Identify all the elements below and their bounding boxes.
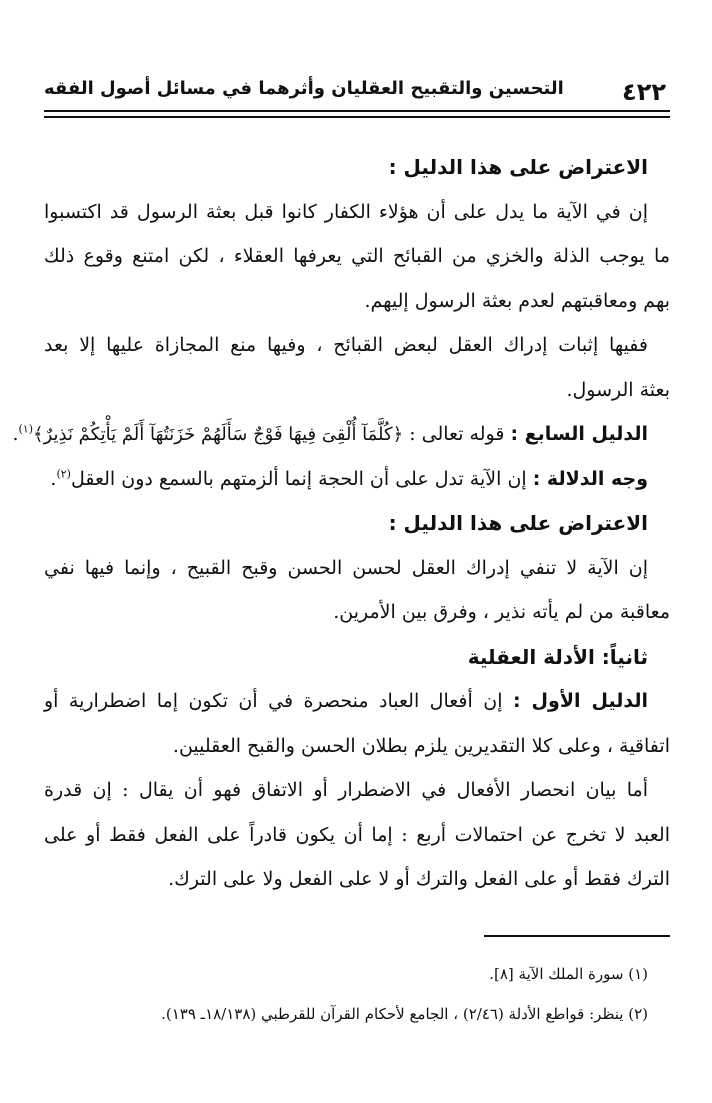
- quran-verse: ﴿كُلَّمَآ أُلْقِىَ فِيهَا فَوْجٌ سَأَلَهُمْ خَزَنَتُهَآ أَلَمْ يَأْتِكُمْ نَذِيرٌ﴾: [33, 424, 404, 445]
- evidence-aspect-text: إن الآية تدل على أن الحجة إنما ألزمتهم بالسمع دون العقل: [70, 467, 527, 490]
- objection-heading: الاعتراض على هذا الدليل :: [388, 511, 648, 535]
- paragraph-line: العبد لا تخرج عن احتمالات أربع : إما أن يكون قادراً على الفعل فقط أو على: [44, 823, 670, 846]
- paragraph-line: إن الآية لا تنفي إدراك العقل لحسن الحسن وقبح القبيح ، وإنما فيها نفي: [44, 556, 648, 579]
- footnotes: [44, 954, 670, 1034]
- section-heading: ثانياً: الأدلة العقلية: [467, 644, 648, 669]
- running-title: التحسين والتقبيح العقليان وأثرهما في مسائل أصول الفقه: [44, 78, 564, 99]
- paragraph-line: ففيها إثبات إدراك العقل لبعض القبائح ، وفيها منع المجازاة عليها إلا بعد: [44, 334, 648, 356]
- footnote-ref-1: (١): [18, 422, 34, 436]
- paragraph-line: أما بيان انحصار الأفعال في الاضطرار أو الاتفاق فهو أن يقال : إن قدرة: [44, 779, 648, 801]
- paragraph-line: اتفاقية ، وعلى كلا التقديرين يلزم بطلان الحسن والقبح العقليين.: [172, 734, 670, 757]
- sentence-end: .: [12, 423, 19, 445]
- first-evidence-text: إن أفعال العباد منحصرة في أن تكون إما اضطرارية أو: [44, 690, 503, 712]
- main-text: [12, 145, 670, 902]
- page-header: [44, 68, 670, 108]
- paragraph-line: ما يوجب الذلة والخزي من القبائح التي يعرفها العقلاء ، لكن امتنع وقوع ذلك: [44, 245, 670, 267]
- first-evidence-label: الدليل الأول :: [512, 690, 649, 712]
- page-number: ٤٢٢: [622, 78, 666, 106]
- paragraph-line: معاقبة من لم يأته نذير ، وفرق بين الأمرين.: [333, 601, 670, 623]
- evidence-aspect-line: [44, 457, 670, 502]
- paragraph-line: بعثة الرسول.: [566, 378, 670, 401]
- evidence-aspect-label: وجه الدلالة :: [532, 467, 648, 490]
- seventh-evidence-label: الدليل السابع :: [510, 423, 648, 445]
- first-evidence-line: [44, 679, 670, 724]
- sentence-end: .: [50, 467, 57, 490]
- footnote-ref-2: (٢): [56, 467, 71, 481]
- book-page: [12, 0, 670, 1103]
- seventh-evidence-line: [12, 412, 670, 457]
- objection-heading: الاعتراض على هذا الدليل :: [388, 155, 648, 179]
- footnote-separator: [484, 935, 670, 937]
- footnote-2: (٢) ينظر: قواطع الأدلة (٢/٤٦) ، الجامع لأحكام القرآن للقرطبي (١٨/١٣٨ـ ١٣٩).: [161, 1005, 648, 1023]
- footnote-1: (١) سورة الملك الآية [٨].: [489, 965, 648, 983]
- header-rule-bottom: [44, 116, 670, 118]
- paragraph-line: بهم ومعاقبتهم لعدم بعثة الرسول إليهم.: [364, 289, 670, 312]
- paragraph-line: الترك فقط أو على الفعل والترك أو لا على الفعل ولا على الترك.: [168, 868, 670, 890]
- seventh-evidence-intro: قوله تعالى :: [409, 423, 505, 445]
- paragraph-line: إن في الآية ما يدل على أن هؤلاء الكفار كانوا قبل بعثة الرسول قد اكتسبوا: [44, 200, 648, 223]
- header-rule-top: [44, 110, 670, 112]
